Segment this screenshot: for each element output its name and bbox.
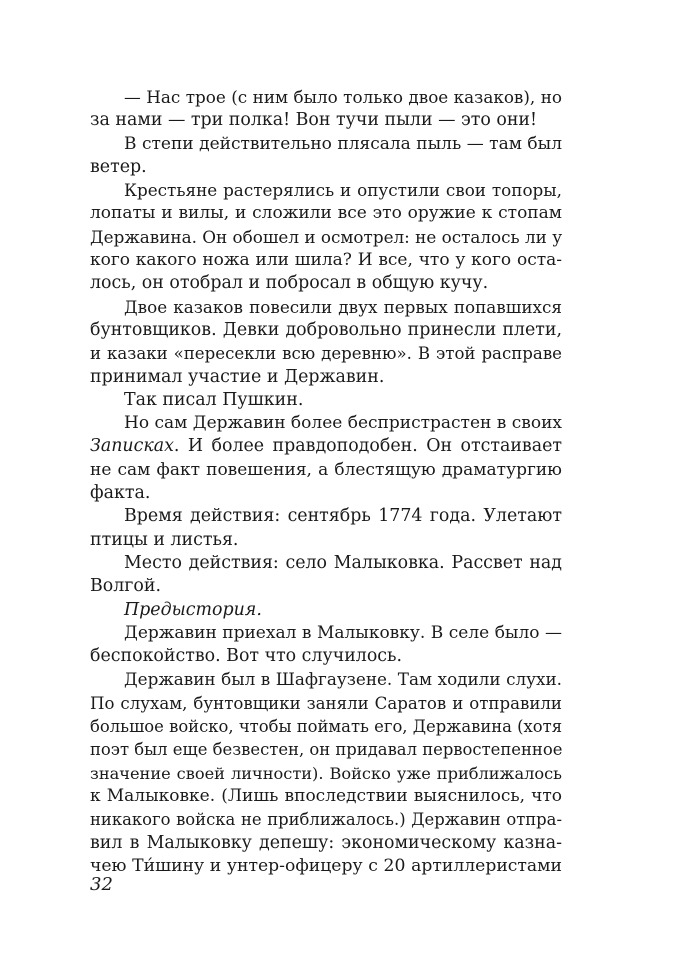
text-line: Волгой.	[90, 576, 161, 597]
text-line: Так писал Пушкин.	[124, 389, 304, 410]
text-line: Державина. Он обошел и осмотрел: не осталось ли у	[90, 226, 563, 247]
text-line: В степи действительно плясала пыль — там был	[124, 133, 562, 154]
text-line: Крестьяне растерялись и опустили свои топоры,	[124, 180, 562, 201]
text-line: лось, он отобрал и побросал в общую кучу.	[90, 273, 489, 294]
text-line	[90, 435, 562, 458]
text-line: факта.	[90, 483, 151, 504]
text-line: не сам факт повешения, а блестящую драматургию	[90, 459, 562, 480]
italic-text: Записках	[90, 436, 174, 457]
text-line: Державин был в Шафгаузене. Там ходили слухи.	[124, 669, 562, 690]
text-line: беспокойство. Вот что случилось.	[90, 646, 403, 667]
text-line: никакого войска не приближалось.) Державин отпра-	[90, 810, 562, 830]
text-line: ветер.	[90, 156, 147, 177]
text-line: вил в Малыковку депешу: экономическому казна-	[90, 832, 562, 853]
text-line: Двое казаков повесили двух первых попавшихся	[124, 296, 562, 317]
text-line: поэт был еще безвестен, он придавал первостепенное	[90, 740, 563, 760]
text-line: и казаки «пересекли всю деревню». В этой расправе	[90, 344, 562, 364]
text-line: значение своей личности). Войско уже приближалось	[90, 763, 562, 783]
text-line	[90, 599, 562, 622]
text-line: лопаты и вилы, и сложили все это оружие к стопам	[90, 203, 562, 224]
text-line: кого какого ножа или шила? И все, что у кого оста-	[90, 250, 562, 271]
text-line: чею Ти́шину и унтер-офицеру с 20 артиллеристами	[90, 855, 562, 876]
text-segment: . И более правдоподобен. Он отстаивает	[173, 436, 562, 457]
text-line: к Малыковке. (Лишь впоследствии выяснилось, что	[90, 785, 562, 806]
text-line: По слухам, бунтовщики заняли Саратов и отправили	[90, 693, 562, 713]
text-line: — Нас трое (с ним было только двое казаков), но	[124, 87, 562, 107]
text-line: Место действия: село Малыковка. Рассвет над	[124, 552, 562, 573]
text-line: за нами — три полка! Вон тучи пыли — это они!	[90, 110, 537, 131]
text-line: принимал участие и Державин.	[90, 366, 385, 387]
italic-text: Предыстория.	[124, 599, 262, 620]
text-line: птицы и листья.	[90, 529, 239, 550]
text-line: большое войско, чтобы поймать его, Державина (хотя	[90, 717, 563, 737]
text-line: бунтовщиков. Девки добровольно принесли плети,	[90, 319, 562, 340]
text-line: Время действия: сентябрь 1774 года. Улетают	[124, 506, 562, 527]
page-text	[90, 86, 562, 878]
text-line: Державин приехал в Малыковку. В селе было —	[124, 622, 562, 643]
text-line: Но сам Державин более беспристрастен в своих	[124, 413, 562, 434]
page-number: 32	[90, 874, 113, 895]
